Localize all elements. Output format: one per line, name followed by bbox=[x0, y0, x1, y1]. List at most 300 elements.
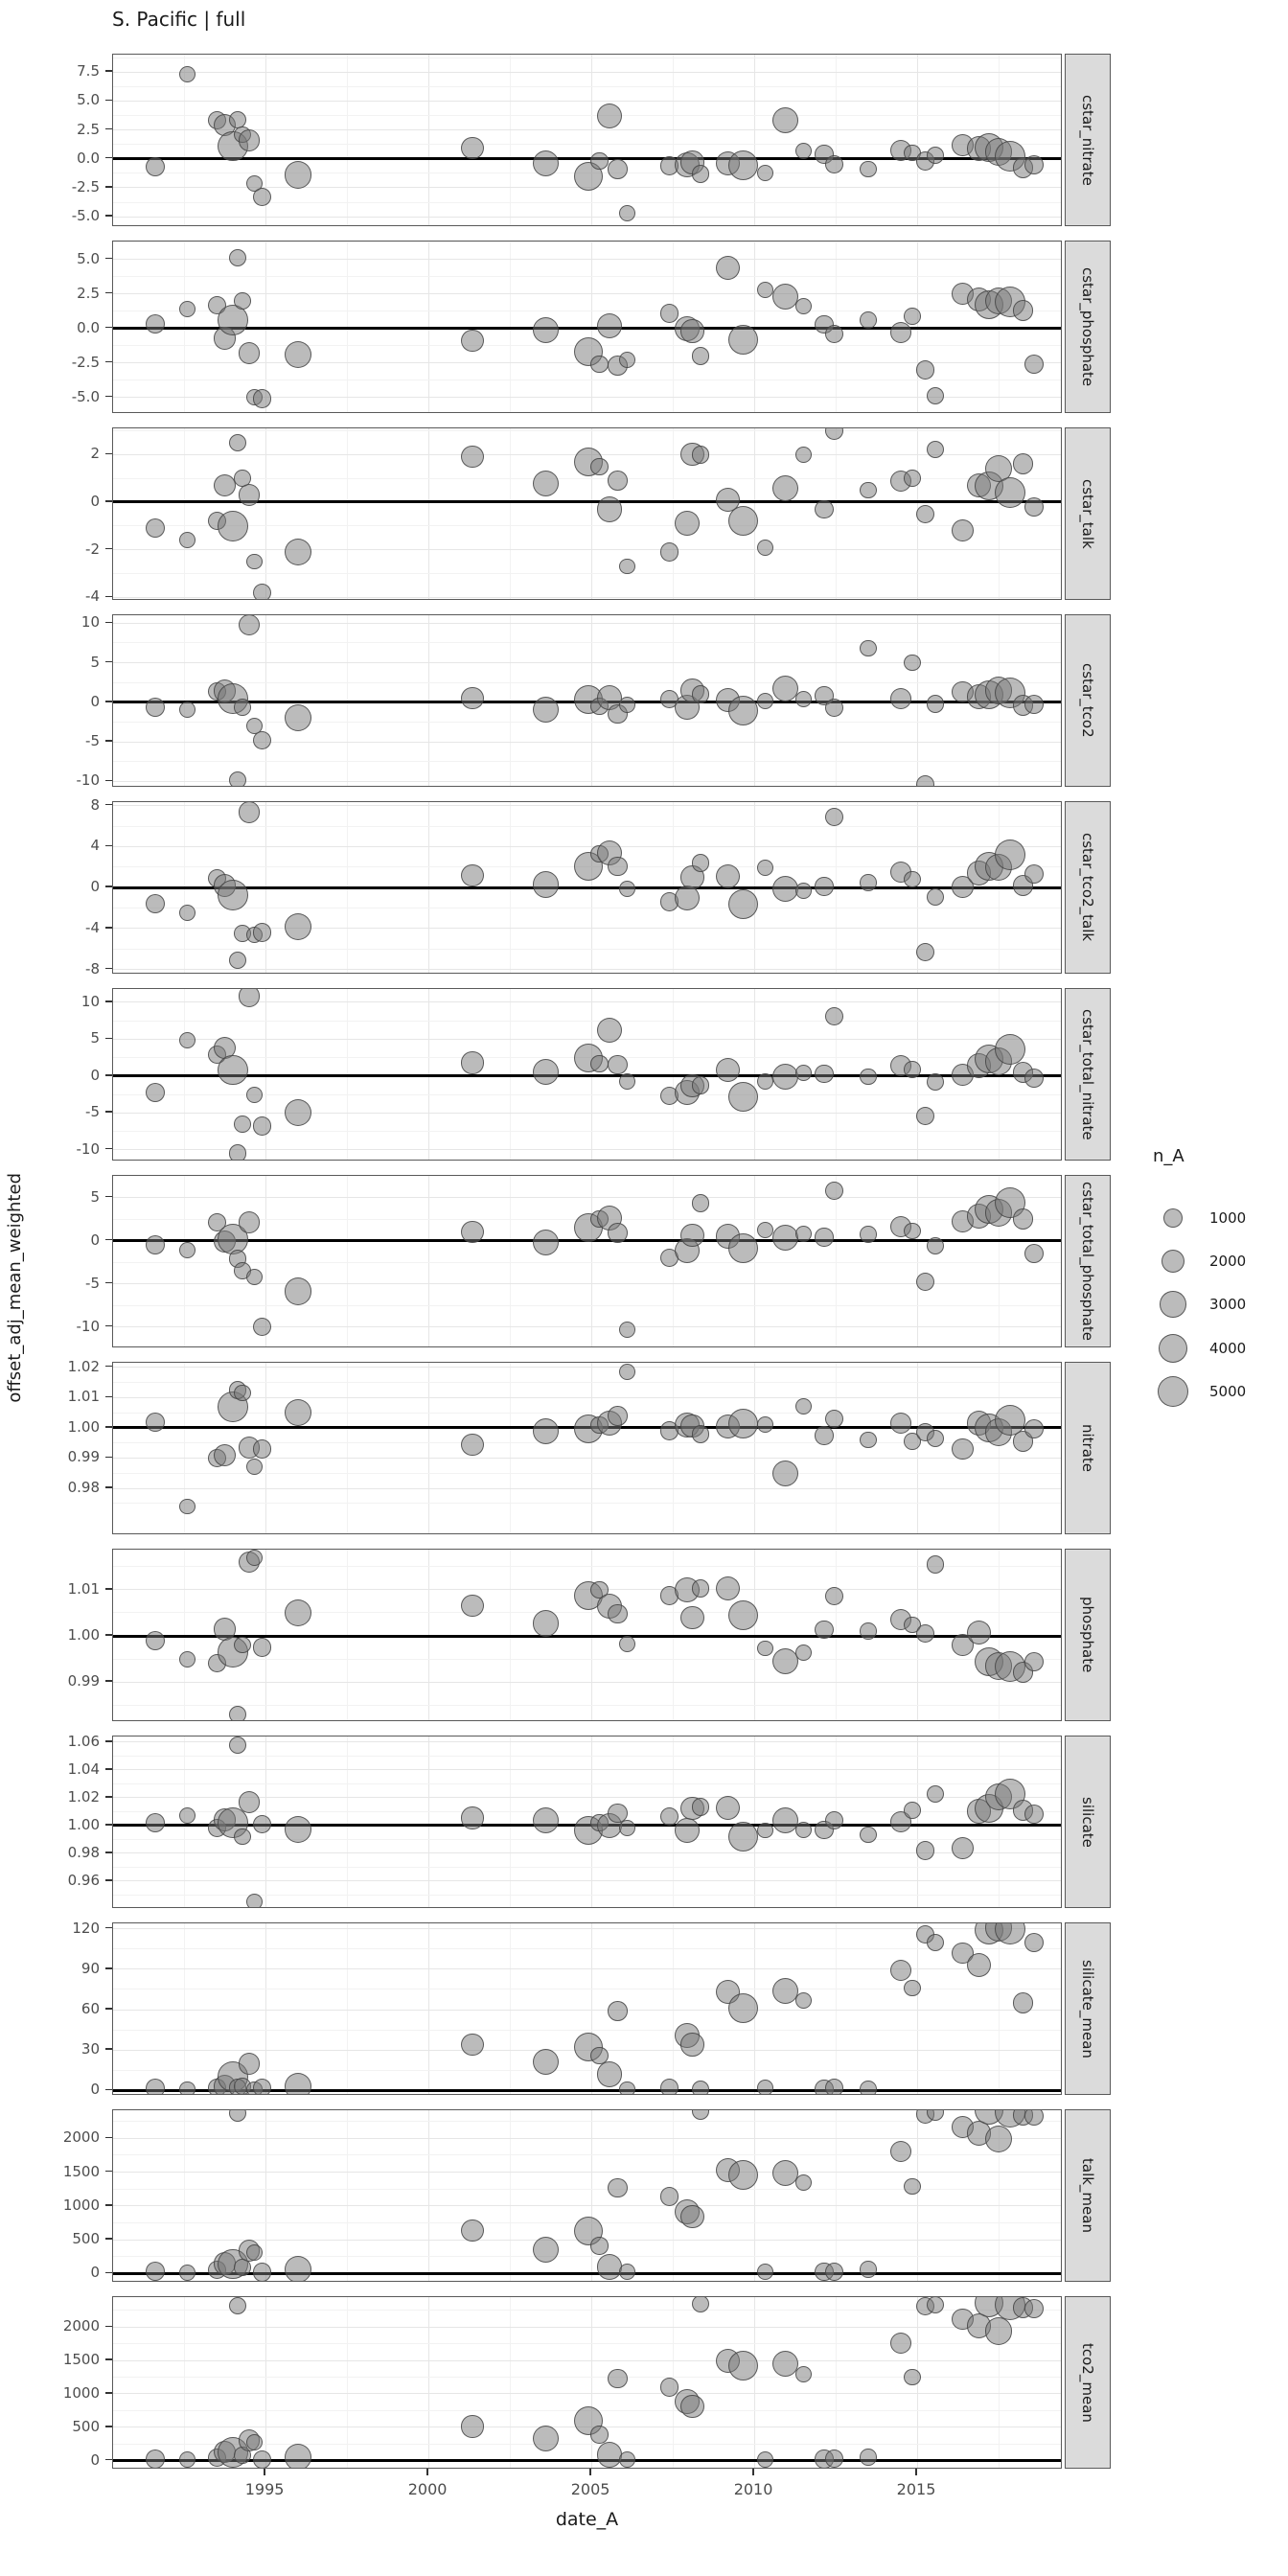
y-axis-tick bbox=[105, 2426, 112, 2427]
y-tick-label: 0 bbox=[90, 2264, 100, 2282]
y-axis-tick bbox=[105, 258, 112, 260]
data-point bbox=[461, 1806, 483, 1828]
data-point bbox=[772, 876, 798, 902]
grid-y-major bbox=[113, 1149, 1062, 1150]
data-point bbox=[285, 1399, 311, 1426]
data-point bbox=[146, 1631, 165, 1650]
data-point bbox=[608, 1604, 628, 1624]
data-point bbox=[716, 1058, 740, 1082]
y-axis-tick bbox=[105, 661, 112, 663]
y-tick-label: 30 bbox=[80, 2040, 100, 2058]
facet-panel-cstar_talk bbox=[112, 427, 1062, 600]
data-point bbox=[533, 2049, 559, 2075]
legend-size-swatch bbox=[1158, 1376, 1189, 1408]
y-axis-tick bbox=[105, 1000, 112, 1002]
data-point bbox=[916, 943, 934, 961]
data-point bbox=[461, 137, 483, 159]
y-axis-tick bbox=[105, 2272, 112, 2274]
grid-y-major bbox=[113, 1197, 1062, 1198]
data-point bbox=[608, 1406, 628, 1426]
y-tick-label: 0 bbox=[90, 2450, 100, 2469]
data-point bbox=[179, 66, 196, 82]
data-point bbox=[995, 477, 1025, 508]
y-axis-tick bbox=[105, 1111, 112, 1113]
y-tick-label: -4 bbox=[85, 918, 100, 936]
data-point bbox=[757, 1641, 773, 1657]
data-point bbox=[146, 2450, 165, 2469]
data-point bbox=[795, 298, 812, 314]
data-point bbox=[1013, 453, 1034, 474]
data-point bbox=[533, 1807, 559, 1833]
x-tick-label: 2000 bbox=[407, 2480, 448, 2498]
y-tick-label: 1.00 bbox=[67, 1815, 100, 1833]
facet-strip-label: cstar_total_phosphate bbox=[1079, 1182, 1096, 1341]
data-point bbox=[590, 356, 608, 373]
data-point bbox=[904, 470, 921, 487]
y-tick-label: 1500 bbox=[62, 2351, 100, 2369]
y-tick-label: 1.00 bbox=[67, 1417, 100, 1436]
data-point bbox=[229, 111, 246, 128]
data-point bbox=[146, 1235, 165, 1254]
data-point bbox=[916, 1841, 934, 1859]
grid-y-minor bbox=[113, 1413, 1062, 1414]
data-point bbox=[461, 1051, 483, 1073]
data-point bbox=[728, 1233, 758, 1263]
facet-strip-label: phosphate bbox=[1079, 1597, 1096, 1673]
data-point bbox=[795, 143, 812, 159]
y-axis-tick bbox=[105, 804, 112, 806]
data-point bbox=[239, 801, 261, 823]
grid-x-major bbox=[754, 55, 755, 226]
grid-y-major bbox=[113, 259, 1062, 260]
grid-y-major bbox=[113, 1397, 1062, 1398]
data-point bbox=[597, 313, 622, 338]
y-tick-label: 1.02 bbox=[67, 1357, 100, 1375]
y-axis-tick bbox=[105, 157, 112, 159]
y-axis-tick bbox=[105, 1486, 112, 1488]
data-point bbox=[995, 1922, 1025, 1944]
data-point bbox=[692, 1076, 710, 1094]
data-point bbox=[146, 157, 165, 176]
grid-y-major bbox=[113, 1968, 1062, 1969]
data-point bbox=[619, 2082, 635, 2096]
facet-panel-phosphate bbox=[112, 1549, 1062, 1721]
grid-y-major bbox=[113, 129, 1062, 130]
facet-strip bbox=[1065, 1922, 1111, 2095]
legend-size-swatch bbox=[1159, 1334, 1187, 1363]
y-tick-label: 0.0 bbox=[77, 318, 100, 336]
grid-x-minor bbox=[673, 55, 674, 226]
data-point bbox=[246, 2244, 263, 2261]
data-point bbox=[253, 584, 271, 600]
data-point bbox=[916, 1107, 934, 1125]
data-point bbox=[860, 640, 877, 657]
data-point bbox=[860, 311, 877, 329]
data-point bbox=[461, 864, 483, 886]
data-point bbox=[533, 2237, 559, 2263]
y-tick-label: -8 bbox=[85, 959, 100, 978]
y-axis-tick bbox=[105, 622, 112, 624]
chart-title: S. Pacific | full bbox=[112, 8, 246, 31]
y-axis-title: offset_adj_mean_weighted bbox=[4, 1173, 25, 1403]
data-point bbox=[680, 2395, 703, 2418]
data-point bbox=[680, 319, 703, 342]
data-point bbox=[692, 685, 710, 703]
data-point bbox=[825, 325, 843, 343]
data-point bbox=[757, 1823, 773, 1839]
y-axis-tick bbox=[105, 128, 112, 130]
facet-strip bbox=[1065, 614, 1111, 787]
data-point bbox=[533, 150, 559, 176]
legend-entry bbox=[1131, 1326, 1284, 1370]
data-point bbox=[890, 322, 911, 343]
data-point bbox=[285, 2256, 311, 2282]
y-axis-tick bbox=[105, 2204, 112, 2206]
data-point bbox=[927, 1237, 944, 1254]
data-point bbox=[239, 484, 261, 506]
grid-y-major bbox=[113, 2327, 1062, 2328]
y-axis-tick bbox=[105, 596, 112, 598]
data-point bbox=[680, 1224, 703, 1247]
data-point bbox=[680, 2033, 703, 2056]
grid-x-minor bbox=[836, 1363, 837, 1534]
facet-strip bbox=[1065, 801, 1111, 974]
data-point bbox=[815, 1065, 833, 1083]
data-point bbox=[597, 496, 622, 521]
y-tick-label: 0 bbox=[90, 692, 100, 710]
grid-y-minor bbox=[113, 276, 1062, 277]
grid-y-minor bbox=[113, 1382, 1062, 1383]
data-point bbox=[533, 697, 559, 723]
legend-entry bbox=[1131, 1196, 1284, 1240]
data-point bbox=[660, 542, 678, 561]
grid-y-minor bbox=[113, 1705, 1062, 1706]
data-point bbox=[927, 1934, 944, 1951]
data-point bbox=[927, 888, 944, 906]
y-tick-label: 7.5 bbox=[77, 62, 100, 80]
data-point bbox=[772, 475, 798, 501]
data-point bbox=[608, 1055, 628, 1075]
data-point bbox=[772, 676, 798, 702]
data-point bbox=[590, 2237, 608, 2254]
data-point bbox=[1024, 1069, 1044, 1088]
y-tick-label: 5 bbox=[90, 1187, 100, 1206]
data-point bbox=[619, 2451, 635, 2468]
data-point bbox=[1024, 1652, 1044, 1671]
data-point bbox=[995, 840, 1025, 870]
grid-y-major bbox=[113, 1769, 1062, 1770]
y-tick-label: 120 bbox=[72, 1919, 100, 1937]
data-point bbox=[772, 284, 798, 310]
grid-y-minor bbox=[113, 1262, 1062, 1263]
y-tick-label: 2.5 bbox=[77, 284, 100, 302]
y-axis-tick bbox=[105, 1366, 112, 1368]
data-point bbox=[234, 1385, 251, 1402]
data-point bbox=[461, 2415, 483, 2437]
data-point bbox=[461, 2220, 483, 2242]
data-point bbox=[285, 1599, 311, 1626]
y-tick-label: 1.00 bbox=[67, 1626, 100, 1644]
data-point bbox=[253, 1116, 271, 1135]
data-point bbox=[619, 1820, 635, 1836]
data-point bbox=[619, 2264, 635, 2280]
data-point bbox=[229, 1706, 246, 1721]
data-point bbox=[253, 389, 271, 407]
data-point bbox=[890, 1413, 911, 1434]
x-tick-label: 1995 bbox=[244, 2480, 285, 2498]
data-point bbox=[253, 1638, 271, 1656]
grid-x-minor bbox=[673, 1363, 674, 1534]
data-point bbox=[246, 554, 263, 570]
data-point bbox=[461, 1434, 483, 1456]
grid-y-major bbox=[113, 2360, 1062, 2361]
grid-x-minor bbox=[347, 1363, 348, 1534]
y-axis-tick bbox=[105, 292, 112, 294]
data-point bbox=[253, 923, 271, 941]
data-point bbox=[253, 2263, 271, 2281]
data-point bbox=[1024, 695, 1044, 714]
data-point bbox=[179, 1499, 196, 1515]
y-axis-tick bbox=[105, 968, 112, 970]
y-axis-tick bbox=[105, 1768, 112, 1770]
data-point bbox=[860, 1069, 877, 1086]
data-point bbox=[952, 1837, 974, 1859]
y-tick-label: 5 bbox=[90, 1029, 100, 1047]
y-tick-label: -2.5 bbox=[71, 353, 100, 371]
data-point bbox=[772, 2160, 798, 2186]
y-tick-label: -4 bbox=[85, 587, 100, 606]
y-axis-tick bbox=[105, 1740, 112, 1742]
grid-y-major bbox=[113, 846, 1062, 847]
y-axis-tick bbox=[105, 2392, 112, 2394]
y-axis-tick bbox=[105, 1239, 112, 1241]
grid-y-minor bbox=[113, 1783, 1062, 1784]
data-point bbox=[904, 1980, 921, 1997]
data-point bbox=[860, 161, 877, 178]
data-point bbox=[285, 1277, 311, 1304]
data-point bbox=[461, 1221, 483, 1243]
data-point bbox=[825, 808, 843, 826]
data-point bbox=[904, 2178, 921, 2196]
facet-strip bbox=[1065, 2296, 1111, 2469]
facet-strip-label: cstar_total_nitrate bbox=[1079, 1008, 1096, 1140]
y-tick-label: -5.0 bbox=[71, 387, 100, 405]
data-point bbox=[860, 1827, 877, 1844]
data-point bbox=[757, 693, 773, 709]
facet-panel-silicate_mean bbox=[112, 1922, 1062, 2095]
y-axis-tick bbox=[105, 927, 112, 929]
data-point bbox=[533, 1418, 559, 1444]
data-point bbox=[757, 860, 773, 876]
data-point bbox=[146, 2262, 165, 2281]
facet-strip-label: silicate_mean bbox=[1079, 1959, 1096, 2058]
data-point bbox=[795, 1644, 812, 1661]
y-axis-tick bbox=[105, 1148, 112, 1150]
data-point bbox=[246, 1459, 263, 1475]
facet-panel-cstar_phosphate bbox=[112, 241, 1062, 413]
y-tick-label: 4 bbox=[90, 837, 100, 855]
grid-y-major bbox=[113, 1682, 1062, 1683]
y-axis-tick bbox=[105, 1426, 112, 1428]
data-point bbox=[967, 1953, 992, 1978]
grid-y-minor bbox=[113, 1659, 1062, 1660]
data-point bbox=[146, 1083, 165, 1102]
data-point bbox=[927, 147, 944, 164]
grid-y-minor bbox=[113, 2030, 1062, 2031]
data-point bbox=[728, 506, 758, 536]
data-point bbox=[597, 1018, 622, 1043]
data-point bbox=[728, 696, 758, 725]
data-point bbox=[608, 159, 628, 179]
data-point bbox=[692, 2109, 710, 2120]
data-point bbox=[795, 883, 812, 899]
data-point bbox=[916, 1624, 934, 1643]
facet-panel-silicate bbox=[112, 1736, 1062, 1908]
y-tick-label: 5.0 bbox=[77, 249, 100, 267]
grid-y-major bbox=[113, 293, 1062, 294]
y-tick-label: 8 bbox=[90, 795, 100, 814]
data-point bbox=[795, 691, 812, 707]
grid-y-minor bbox=[113, 525, 1062, 526]
data-point bbox=[692, 854, 710, 872]
data-point bbox=[772, 1460, 798, 1486]
data-point bbox=[825, 1007, 843, 1025]
y-tick-label: -10 bbox=[76, 771, 100, 790]
data-point bbox=[533, 2426, 559, 2451]
grid-x-minor bbox=[347, 1736, 348, 1908]
y-axis-tick bbox=[105, 1396, 112, 1398]
data-point bbox=[285, 161, 311, 188]
data-point bbox=[795, 447, 812, 463]
data-point bbox=[285, 341, 311, 368]
data-point bbox=[234, 2259, 251, 2276]
data-point bbox=[179, 1242, 196, 1258]
data-point bbox=[757, 2080, 773, 2095]
y-axis-tick bbox=[105, 548, 112, 550]
data-point bbox=[461, 2034, 483, 2056]
x-tick-label: 2015 bbox=[896, 2480, 936, 2498]
y-axis-tick bbox=[105, 2358, 112, 2360]
y-axis-tick bbox=[105, 327, 112, 329]
data-point bbox=[985, 2126, 1013, 2153]
legend-label: 3000 bbox=[1209, 1296, 1247, 1313]
legend-label: 2000 bbox=[1209, 1253, 1247, 1270]
data-point bbox=[590, 2426, 608, 2443]
data-point bbox=[825, 1587, 843, 1605]
y-axis-tick bbox=[105, 1927, 112, 1929]
grid-y-minor bbox=[113, 761, 1062, 762]
y-axis-tick bbox=[105, 2238, 112, 2240]
y-axis-tick bbox=[105, 1796, 112, 1798]
grid-x-major bbox=[917, 1736, 918, 1908]
data-point bbox=[825, 427, 843, 440]
facet-panel-cstar_tco2 bbox=[112, 614, 1062, 787]
data-point bbox=[815, 500, 833, 518]
data-point bbox=[239, 129, 261, 151]
data-point bbox=[825, 699, 843, 717]
y-tick-label: 2000 bbox=[62, 2317, 100, 2335]
grid-x-minor bbox=[999, 1363, 1000, 1534]
facet-panel-cstar_nitrate bbox=[112, 54, 1062, 226]
data-point bbox=[916, 360, 934, 379]
data-point bbox=[1024, 1805, 1044, 1824]
grid-x-minor bbox=[510, 55, 511, 226]
data-point bbox=[795, 1226, 812, 1242]
data-point bbox=[285, 704, 311, 731]
grid-y-major bbox=[113, 1741, 1062, 1742]
legend-entry bbox=[1131, 1369, 1284, 1414]
data-point bbox=[692, 2081, 710, 2095]
data-point bbox=[904, 2369, 921, 2386]
data-point bbox=[218, 305, 248, 335]
data-point bbox=[1024, 497, 1044, 517]
data-point bbox=[253, 2450, 271, 2469]
y-axis-tick bbox=[105, 845, 112, 847]
grid-y-major bbox=[113, 72, 1062, 73]
data-point bbox=[904, 1061, 921, 1078]
x-tick-label: 2010 bbox=[733, 2480, 773, 2498]
data-point bbox=[179, 2265, 196, 2281]
data-point bbox=[533, 871, 559, 897]
x-axis-title: date_A bbox=[555, 2509, 619, 2530]
y-axis-tick bbox=[105, 2089, 112, 2091]
data-point bbox=[660, 2187, 678, 2205]
facet-strip-label: cstar_talk bbox=[1079, 478, 1096, 549]
data-point bbox=[619, 1364, 635, 1380]
data-point bbox=[179, 2451, 196, 2468]
data-point bbox=[860, 1432, 877, 1449]
data-point bbox=[1024, 864, 1044, 884]
data-point bbox=[229, 434, 246, 451]
reference-line bbox=[113, 886, 1062, 889]
grid-y-major bbox=[113, 1880, 1062, 1881]
y-tick-label: 0.99 bbox=[67, 1672, 100, 1690]
data-point bbox=[660, 304, 678, 322]
data-point bbox=[234, 1116, 251, 1133]
data-point bbox=[728, 1993, 758, 2023]
data-point bbox=[1013, 1992, 1034, 2013]
data-point bbox=[285, 1099, 311, 1126]
y-tick-label: 1.04 bbox=[67, 1760, 100, 1778]
data-point bbox=[825, 155, 843, 173]
data-point bbox=[675, 1818, 700, 1843]
data-point bbox=[461, 446, 483, 468]
y-tick-label: 1000 bbox=[62, 2383, 100, 2402]
data-point bbox=[890, 2141, 911, 2162]
data-point bbox=[246, 1894, 263, 1908]
y-tick-label: 1000 bbox=[62, 2196, 100, 2214]
grid-y-major bbox=[113, 2010, 1062, 2011]
y-tick-label: -5 bbox=[85, 732, 100, 750]
y-tick-label: 90 bbox=[80, 1959, 100, 1977]
data-point bbox=[815, 1426, 833, 1444]
facet-strip-label: cstar_tco2 bbox=[1079, 663, 1096, 738]
y-axis-tick bbox=[105, 500, 112, 502]
grid-x-major bbox=[428, 1736, 429, 1908]
y-axis-tick bbox=[105, 2326, 112, 2328]
data-point bbox=[675, 886, 700, 910]
data-point bbox=[728, 1822, 758, 1852]
y-axis-tick bbox=[105, 2459, 112, 2461]
data-point bbox=[239, 988, 261, 1007]
data-point bbox=[229, 1144, 246, 1161]
data-point bbox=[533, 1230, 559, 1255]
y-tick-label: 1.06 bbox=[67, 1732, 100, 1750]
data-point bbox=[608, 1223, 628, 1243]
grid-x-major bbox=[754, 1363, 755, 1534]
data-point bbox=[757, 1073, 773, 1090]
data-point bbox=[608, 857, 628, 877]
